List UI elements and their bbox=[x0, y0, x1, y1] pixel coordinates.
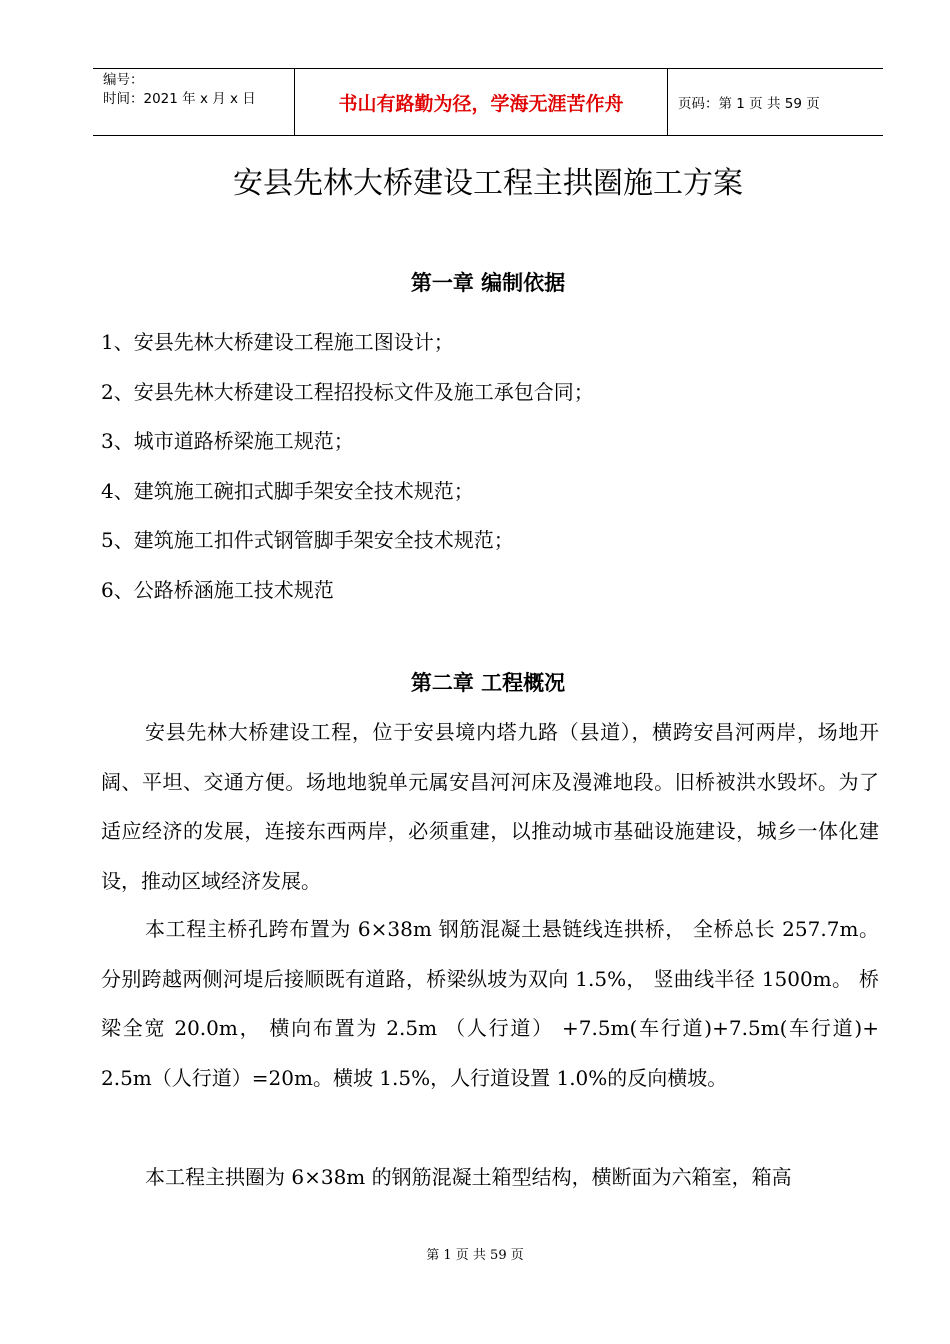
header-table bbox=[93, 68, 883, 136]
time-label: 时间：2021 年 x 月 x 日 bbox=[103, 91, 256, 107]
overview-paragraph-2: 本工程主桥孔跨布置为 6×38m 钢筋混凝土悬链线连拱桥， 全桥总长 257.7m。 分别跨越两侧河堤后接顺既有道路，桥梁纵坡为双向 1.5%， 竖曲线半径 1500m。 桥梁全宽 20.0m， 横向布置为 2.5m （人行道） +7.5m(车行道)+7.5m(车行道)+ 2.5m（人行道）=20m。横坡 1.5%，人行道设置 1.0%的反向横坡。 bbox=[101, 917, 879, 1090]
overview-paragraph-1: 安县先林大桥建设工程，位于安县境内塔九路（县道），横跨安昌河两岸，场地开阔、平坦、交通方便。场地地貌单元属安昌河河床及漫滩地段。旧桥被洪水毁坏。为了适应经济的发展，连接东西两岸，必须重建，以推动城市基础设施建设，城乡一体化建设，推动区域经济发展。 bbox=[101, 720, 879, 893]
list-item: 3、城市道路桥梁施工规范； bbox=[101, 429, 354, 453]
serial-number-label: 编号： bbox=[103, 72, 144, 88]
header-motto: 书山有路勤为径，学海无涯苦作舟 bbox=[295, 69, 668, 135]
basis-list bbox=[101, 318, 881, 615]
list-item: 4、建筑施工碗扣式脚手架安全技术规范； bbox=[101, 478, 474, 503]
page-footer: 第 1 页 共 59 页 bbox=[426, 1248, 524, 1263]
list-item: 5、建筑施工扣件式钢管脚手架安全技术规范； bbox=[101, 528, 514, 552]
list-item: 1、安县先林大桥建设工程施工图设计； bbox=[101, 330, 454, 354]
document-title: 安县先林大桥建设工程主拱圈施工方案 bbox=[233, 166, 743, 201]
list-item: 2、安县先林大桥建设工程招投标文件及施工承包合同； bbox=[101, 379, 594, 404]
overview-paragraph-3: 本工程主拱圈为 6×38m 的钢筋混凝土箱型结构，横断面为六箱室，箱高 bbox=[145, 1165, 792, 1189]
header-meta bbox=[93, 69, 295, 135]
chapter-2-heading: 第二章 工程概况 bbox=[410, 671, 566, 695]
list-item: 6、公路桥涵施工技术规范 bbox=[101, 577, 334, 602]
header-page-info: 页码：第 1 页 共 59 页 bbox=[678, 96, 820, 112]
chapter-1-heading: 第一章 编制依据 bbox=[410, 271, 566, 295]
